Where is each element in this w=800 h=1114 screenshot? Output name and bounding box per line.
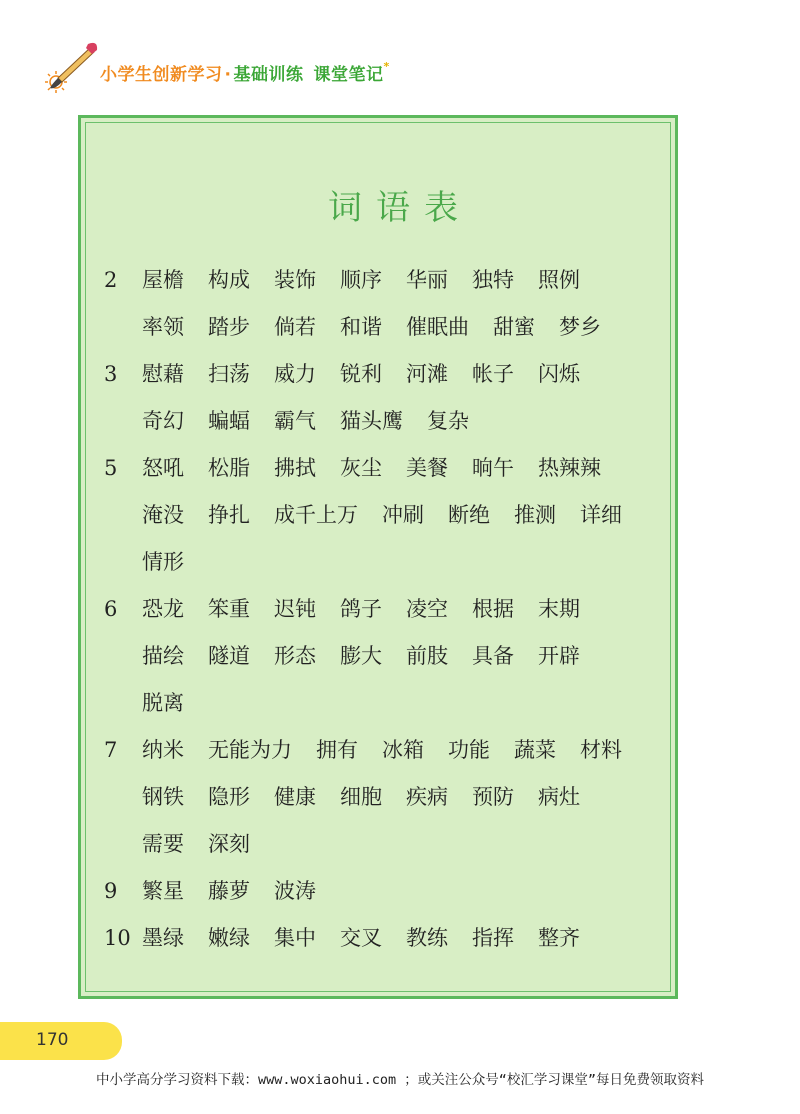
vocab-word: 形态: [274, 644, 316, 668]
lesson-number: 3: [104, 362, 118, 386]
vocab-word: 功能: [448, 738, 490, 762]
word-group: [142, 589, 604, 629]
vocab-word: 材料: [580, 738, 622, 762]
vocab-word: 挣扎: [208, 503, 250, 527]
vocab-word: 波涛: [274, 879, 316, 903]
vocab-line: [104, 871, 674, 918]
vocab-word: 催眠曲: [406, 315, 469, 339]
lesson-number: 6: [104, 597, 118, 621]
vocab-word: 独特: [472, 268, 514, 292]
vocab-word: 扫荡: [208, 362, 250, 386]
vocab-word: 灰尘: [340, 456, 382, 480]
vocab-word: 复杂: [427, 409, 469, 433]
vocab-word: 具备: [472, 644, 514, 668]
vocab-line: [104, 683, 674, 730]
vocab-word: 顺序: [340, 268, 382, 292]
series-part1: 小学生创新学习: [100, 65, 223, 85]
series-part3: 课堂笔记: [313, 65, 384, 85]
vocab-word: 构成: [208, 268, 250, 292]
lesson-number: 7: [104, 738, 118, 762]
vocab-line: [104, 636, 674, 683]
vocab-word: 蝙蝠: [208, 409, 250, 433]
word-group: [142, 871, 340, 911]
vocab-word: 膨大: [340, 644, 382, 668]
word-group: [142, 777, 604, 817]
vocab-word: 疾病: [406, 785, 448, 809]
lesson-number: 10: [104, 926, 131, 950]
vocab-word: 交叉: [340, 926, 382, 950]
vocab-word: 屋檐: [142, 268, 184, 292]
vocab-word: 病灶: [538, 785, 580, 809]
vocab-word: 奇幻: [142, 409, 184, 433]
vocab-word: 开辟: [538, 644, 580, 668]
vocab-word: 踏步: [208, 315, 250, 339]
lesson-number: 2: [104, 268, 118, 292]
vocab-word: 整齐: [538, 926, 580, 950]
vocab-word: 怒吼: [142, 456, 184, 480]
page-title: 词语表: [328, 188, 472, 228]
footer-note: 中小学高分学习资料下载：www.woxiaohui.com ；或关注公众号“校汇学习课堂”每日免费领取资料: [95, 1072, 705, 1088]
vocab-word: 率领: [142, 315, 184, 339]
vocab-word: 拥有: [316, 738, 358, 762]
vocab-line: [104, 401, 674, 448]
word-group: [142, 448, 625, 488]
vocabulary-list: [104, 260, 674, 965]
vocab-word: 猫头鹰: [340, 409, 403, 433]
vocab-word: 预防: [472, 785, 514, 809]
vocab-line: [104, 260, 674, 307]
word-group: [142, 495, 646, 535]
vocab-word: 华丽: [406, 268, 448, 292]
vocab-word: 霸气: [274, 409, 316, 433]
word-group: [142, 636, 604, 676]
vocab-line: [104, 307, 674, 354]
vocab-word: 迟钝: [274, 597, 316, 621]
vocab-word: 墨绿: [142, 926, 184, 950]
vocab-word: 纳米: [142, 738, 184, 762]
vocab-word: 甜蜜: [493, 315, 535, 339]
vocab-word: 教练: [406, 926, 448, 950]
vocab-word: 需要: [142, 832, 184, 856]
vocab-word: 健康: [274, 785, 316, 809]
vocab-word: 脱离: [142, 691, 184, 715]
vocab-word: 松脂: [208, 456, 250, 480]
vocab-word: 慰藉: [142, 362, 184, 386]
vocab-word: 凌空: [406, 597, 448, 621]
vocab-word: 拂拭: [274, 456, 316, 480]
vocab-word: 隧道: [208, 644, 250, 668]
word-group: [142, 730, 646, 770]
vocab-word: 集中: [274, 926, 316, 950]
vocab-word: 美餐: [406, 456, 448, 480]
vocab-word: 前肢: [406, 644, 448, 668]
vocab-line: [104, 824, 674, 871]
vocab-word: 鸽子: [340, 597, 382, 621]
page-number: 170: [36, 1030, 69, 1050]
vocab-word: 详细: [580, 503, 622, 527]
series-title: [100, 60, 390, 85]
word-group: [142, 260, 604, 300]
vocab-word: 梦乡: [559, 315, 601, 339]
vocab-word: 闪烁: [538, 362, 580, 386]
vocab-word: 恐龙: [142, 597, 184, 621]
vocab-line: [104, 448, 674, 495]
vocab-word: 繁星: [142, 879, 184, 903]
header: [40, 38, 480, 96]
vocab-word: 晌午: [472, 456, 514, 480]
word-group: [142, 542, 208, 582]
vocab-word: 笨重: [208, 597, 250, 621]
vocab-word: 深刻: [208, 832, 250, 856]
lesson-number: 5: [104, 456, 118, 480]
paintbrush-icon: [40, 38, 100, 94]
vocab-word: 成千上万: [274, 503, 358, 527]
vocab-line: [104, 730, 674, 777]
vocab-word: 倘若: [274, 315, 316, 339]
star-mark: *: [383, 60, 390, 73]
vocab-word: 根据: [472, 597, 514, 621]
vocab-word: 热辣辣: [538, 456, 601, 480]
lesson-number: 9: [104, 879, 118, 903]
word-group: [142, 683, 208, 723]
series-separator: ·: [224, 65, 232, 85]
vocab-word: 和谐: [340, 315, 382, 339]
word-group: [142, 918, 604, 958]
vocab-word: 末期: [538, 597, 580, 621]
vocab-line: [104, 495, 674, 542]
vocab-word: 断绝: [448, 503, 490, 527]
vocab-word: 情形: [142, 550, 184, 574]
vocab-word: 钢铁: [142, 785, 184, 809]
vocab-line: [104, 354, 674, 401]
vocab-word: 隐形: [208, 785, 250, 809]
vocab-word: 推测: [514, 503, 556, 527]
vocab-word: 指挥: [472, 926, 514, 950]
vocab-word: 蔬菜: [514, 738, 556, 762]
vocab-word: 冰箱: [382, 738, 424, 762]
vocab-word: 无能为力: [208, 738, 292, 762]
series-part2: 基础训练: [233, 65, 304, 85]
vocab-word: 威力: [274, 362, 316, 386]
word-group: [142, 307, 625, 347]
vocab-word: 河滩: [406, 362, 448, 386]
vocab-line: [104, 918, 674, 965]
vocab-word: 锐利: [340, 362, 382, 386]
vocab-word: 细胞: [340, 785, 382, 809]
word-group: [142, 401, 493, 441]
vocab-word: 淹没: [142, 503, 184, 527]
vocab-line: [104, 589, 674, 636]
vocab-word: 照例: [538, 268, 580, 292]
vocab-word: 藤萝: [208, 879, 250, 903]
vocab-line: [104, 777, 674, 824]
vocab-line: [104, 542, 674, 589]
vocab-word: 描绘: [142, 644, 184, 668]
vocab-word: 装饰: [274, 268, 316, 292]
vocab-word: 嫩绿: [208, 926, 250, 950]
word-group: [142, 354, 604, 394]
word-group: [142, 824, 274, 864]
vocab-word: 帐子: [472, 362, 514, 386]
vocab-word: 冲刷: [382, 503, 424, 527]
